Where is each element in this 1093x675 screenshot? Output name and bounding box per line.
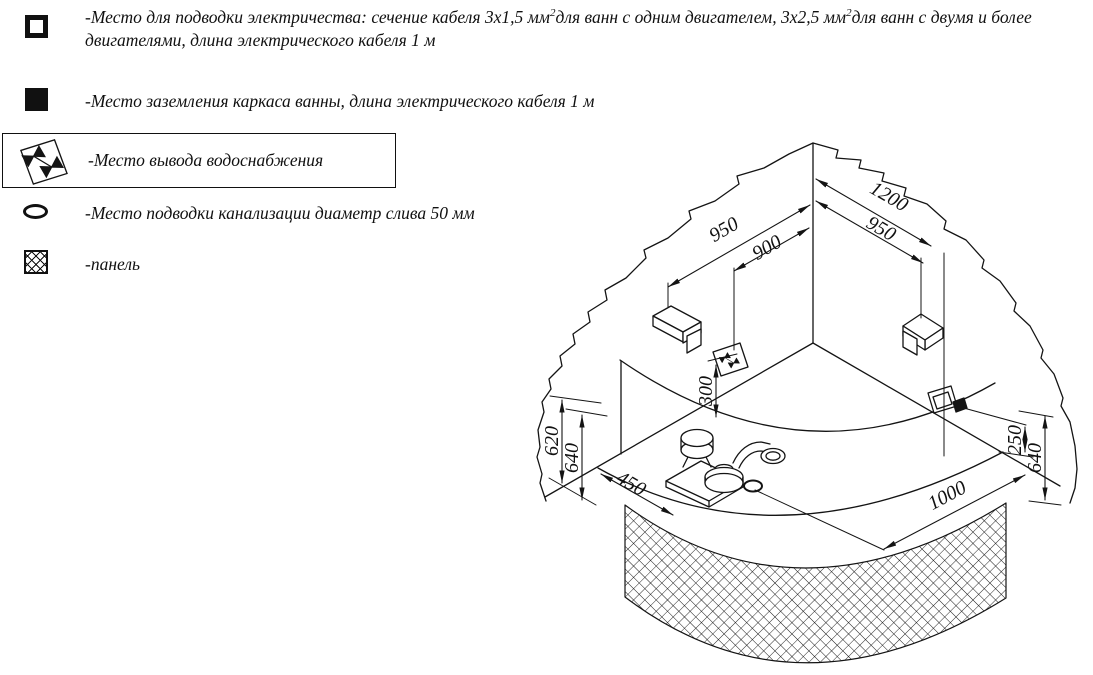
wall-corner-and-floor-edges [545, 143, 1060, 497]
wall-bracket-left [653, 306, 701, 353]
legend-text: -Место для подводки электричества: сечение кабеля 3х1,5 мм [85, 7, 550, 27]
superscript: 2 [549, 7, 556, 20]
dim-wall-left-inner: 900 [748, 230, 786, 265]
legend-text: для ванн с двумя и более двигателями, длина электрического кабеля 1 м [85, 7, 1032, 50]
dim-water-supply-height: 300 [695, 376, 717, 406]
superscript: 2 [846, 7, 852, 20]
dim-left-height-outer: 620 [541, 426, 563, 456]
dim-left-height-inner: 640 [561, 443, 583, 473]
legend-text: для ванн с одним двигателем, 3х2,5 мм [555, 7, 847, 27]
legend-item-drainage-label: -Место подводки канализации диаметр слива 50 мм [85, 203, 475, 223]
front-panel [625, 503, 1006, 663]
dim-wall-right-outer: 1200 [866, 177, 912, 217]
dim-right-height-inner: 250 [1004, 425, 1026, 455]
dim-wall-left-outer: 950 [705, 212, 743, 247]
legend-item-water-label: -Место вывода водоснабжения [88, 150, 324, 170]
dim-bottom-right: 1000 [924, 476, 971, 515]
wall-bracket-right [903, 314, 943, 355]
dim-wall-right-inner: 950 [862, 211, 900, 246]
electricity-point-drawing [928, 386, 957, 413]
dim-right-height-outer: 640 [1024, 443, 1046, 473]
dim-bottom-left: 450 [612, 466, 650, 501]
legend-item-grounding-label: -Место заземления каркаса ванны, длина электрического кабеля 1 м [85, 91, 595, 111]
water-supply-icon-drawing [713, 343, 748, 376]
legend-item-panel-label: -панель [85, 254, 140, 274]
